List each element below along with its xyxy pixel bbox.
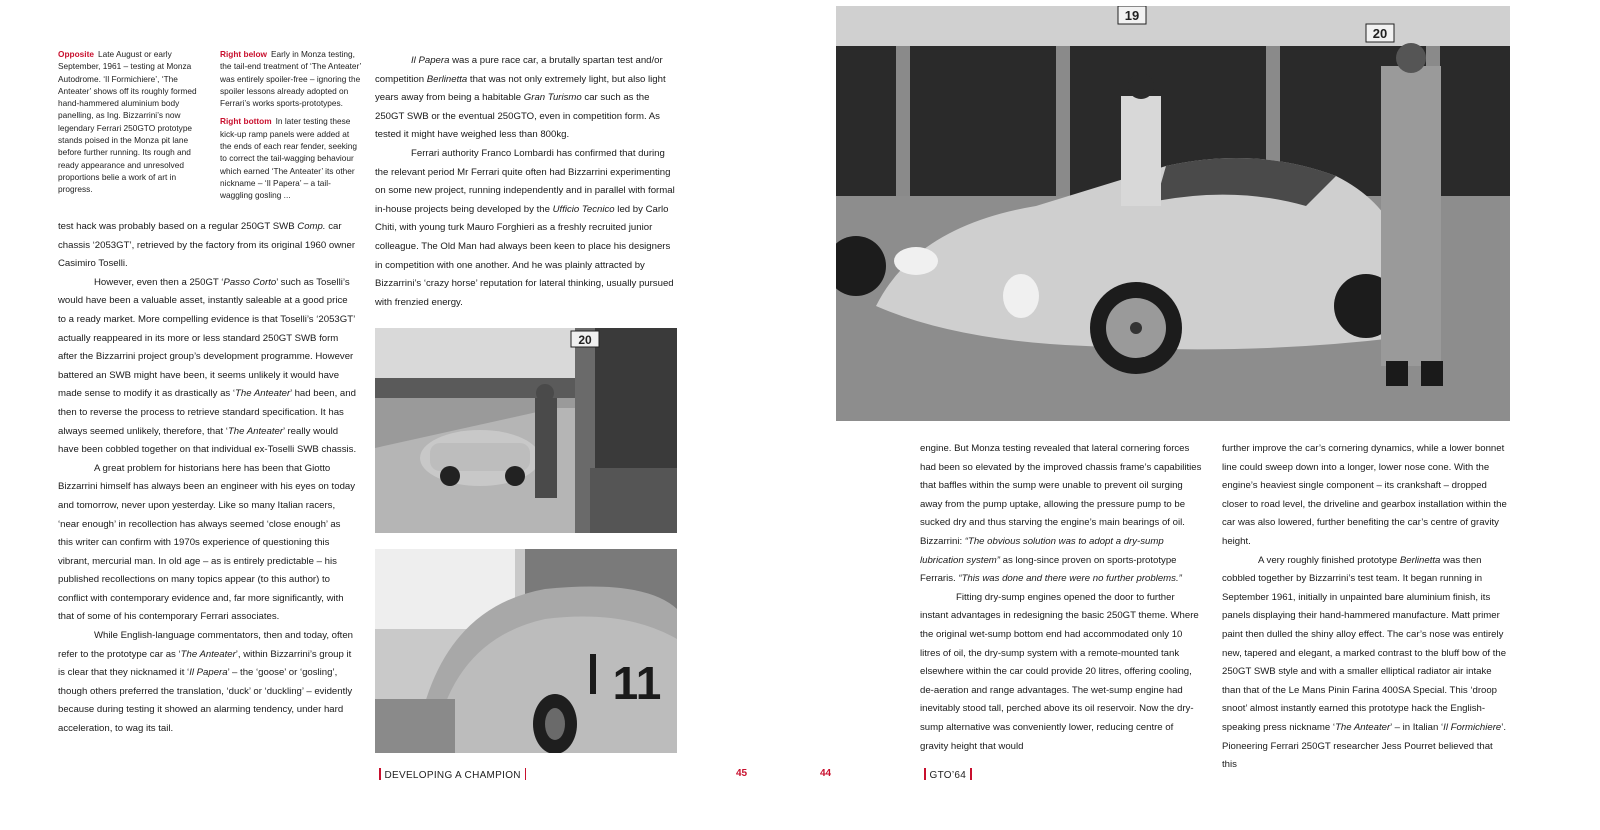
paragraph: further improve the car’s cornering dynamics, while a lower bonnet line could sweep down into a longer, lower nose cone. With the engine’s heaviest single component – its crankshaft – dropped closer to road level, the driveline and gearbox installation within the car was also lowered, further benefiting the car’s centre of gravity height.	[1222, 443, 1507, 547]
caption-right	[220, 48, 362, 208]
caption-label-opposite: Opposite	[58, 49, 94, 59]
paragraph: A very roughly finished prototype Berlinetta was then cobbled together by Bizzarrini’s test team. It began running in September 1961, initially in unpainted bare aluminium finish, its panels displaying their hand-hammered manufacture. Matt primer paint then dulled the shiny alloy effect. The car’s nose was entirely new, tapered and elegant, a marked contrast to the bluff bow of the 250GT SWB style and with a smaller elliptical radiator air intake than that of the Le Mans Pinin Farina 400SA Special. This ‘droop snoot’ almost instantly earned this prototype hack the English-speaking press nickname ‘The Anteater’ – in Italian ‘Il Formichiere’. Pioneering Ferrari 250GT researcher Jess Pourret believed that this	[1222, 554, 1507, 771]
photo-anteater-pit	[836, 6, 1510, 421]
page-number-right: 44	[820, 768, 832, 779]
paragraph: Ferrari authority Franco Lombardi has confirmed that during the relevant period Mr Ferrari quite often had Bizzarrini experimenting on some new project, running independently and in parallel with formal in-house projects being developed by the Ufficio Tecnico led by Carlo Chiti, with young turk Mauro Forghieri as a freshly recruited junior colleague. The Old Man had always been keen to place his designers in competition with one another. And he was plainly attracted by Bizzarrini’s ‘crazy horse’ reputation for lateral thinking, usually pursued with frenzied energy.	[375, 147, 675, 308]
paragraph: However, even then a 250GT ‘Passo Corto’ such as Toselli’s would have been a valuable asset, instantly saleable at a good price to a ready market. More compelling evidence is that Toselli’s ‘2053GT’ actually reappeared in its more or less standard 250GT SWB form after the Bizzarrini project group’s development programme. However battered an SWB might have been, it seems unlikely it would have made sense to modify it as drastically as ‘The Anteater’ had been, and then to reverse the process to retrieve standard specification. It has always seemed unlikely, therefore, that ‘The Anteater’ really would have been cobbled together on that individual ex-Toselli SWB chassis.	[58, 276, 357, 456]
caption-opposite	[58, 48, 200, 202]
right-footer	[920, 768, 976, 781]
footer-divider	[525, 768, 527, 780]
footer-divider	[970, 768, 972, 780]
pit-number-label: 20	[578, 333, 592, 347]
right-body-column-1	[920, 440, 1204, 756]
caption-label-right-bottom: Right bottom	[220, 116, 272, 127]
caption-label-right-below: Right below	[220, 49, 268, 59]
footer-divider	[379, 768, 381, 780]
left-body-column-2	[375, 52, 677, 312]
paragraph: Il Papera was a pure race car, a brutally spartan test and/or competition Berlinetta that was not only extremely light, but also light years away from being a habitable Gran Turismo car such as the 250GT SWB or the eventual 250GTO, even in competition form. As tested it might have weighed less than 800kg.	[375, 55, 666, 141]
left-footer	[375, 768, 530, 781]
paragraph: test hack was probably based on a regular 250GT SWB Comp. car chassis ‘2053GT’, retrieved by the factory from its original 1960 owner Casimiro Toselli.	[58, 221, 356, 270]
photo-pit-lane	[375, 328, 677, 533]
footer-title-right: GTO’64	[929, 770, 967, 781]
garage-number-20: 20	[1372, 26, 1388, 41]
paragraph: A great problem for historians here has been that Giotto Bizzarrini himself has always been an engineer with his eyes on today and tomorrow, never upon yesterday. Like so many Italian racers, ‘near enough’ in recollection has always seemed ‘close enough’ as this writer can confirm with 1970s experience of questioning this vibrant, mercurial man. In old age – as is entirely predictable – his published recollections on many topics appear (to this author) to conflict with contemporary evidence and, far more significantly, with that of some of his contemporary Ferrari associates.	[58, 462, 356, 623]
page-number-left: 45	[736, 768, 748, 779]
paragraph: While English-language commentators, then and today, often refer to the prototype car as ‘The Anteater’, within Bizzarrini’s group it is clear that they nicknamed it ‘Il Papera’ – the ‘goose’ or ‘gosling’, though others preferred the translation, ‘duck’ or ‘duckling’ – evidently because during testing it showed an alarming tendency, under hard acceleration, to wag its tail.	[58, 630, 354, 735]
caption-text-opposite: Late August or early September, 1961 – testing at Monza Autodrome. ‘Il Formichiere’, ‘The Anteater’ shows off its roughly formed hand-hammered aluminium body panelling, as Ing. Bizzarrini’s now legendary Ferrari 250GTO prototype stands poised in the Monza pit lane before further running. Its rough and ready appearance and unresolved proportions belie a work of art in progress.	[58, 49, 197, 195]
left-body-column-1	[58, 218, 358, 739]
caption-text-right-below: Early in Monza testing, the tail-end treatment of ‘The Anteater’ was entirely spoiler-free – ignoring the spoiler lessons already adopted on Ferrari’s works sports-prototypes.	[220, 49, 362, 109]
caption-text-right-bottom: In later testing these kick-up ramp panels were added at the ends of each rear fender, seeking to correct the tail-wagging behaviour which earned ‘The Anteater’ its other nickname – ‘Il Papera’ – a tail-waggling gosling ...	[220, 116, 357, 201]
footer-divider	[924, 768, 926, 780]
photo-rear-ramp	[375, 549, 677, 753]
right-page	[800, 0, 1600, 830]
footer-title-left: DEVELOPING A CHAMPION	[384, 770, 521, 781]
garage-number-19: 19	[1124, 8, 1140, 23]
paragraph: Fitting dry-sump engines opened the door to further instant advantages in redesigning the basic 250GT theme. Where the original wet-sump bottom end had accommodated only 10 litres of oil, the dry-sump system with a remote-mounted tank elsewhere within the car could provide 20 litres, offering cooling, de-aeration and range advantages. The wet-sump engine had inevitably stood tall, perched above its oil reservoir. Now the dry-sump alternative was conveniently lower, reducing centre of gravity height that would	[920, 591, 1199, 752]
paragraph: engine. But Monza testing revealed that lateral cornering forces had been so elevated by the improved chassis frame’s capabilities that baffles within the sump were unable to prevent oil surging away from the pump uptake, allowing the pressure pump to be sucked dry and thus starving the engine’s main bearings of oil. Bizzarrini: “The obvious solution was to adopt a dry-sump lubrication system” as long-since proven on sports-prototype Ferraris. “This was done and there were no further problems.”	[920, 443, 1202, 585]
car-number-label: 11	[612, 657, 662, 709]
right-body-column-2	[1222, 440, 1508, 775]
